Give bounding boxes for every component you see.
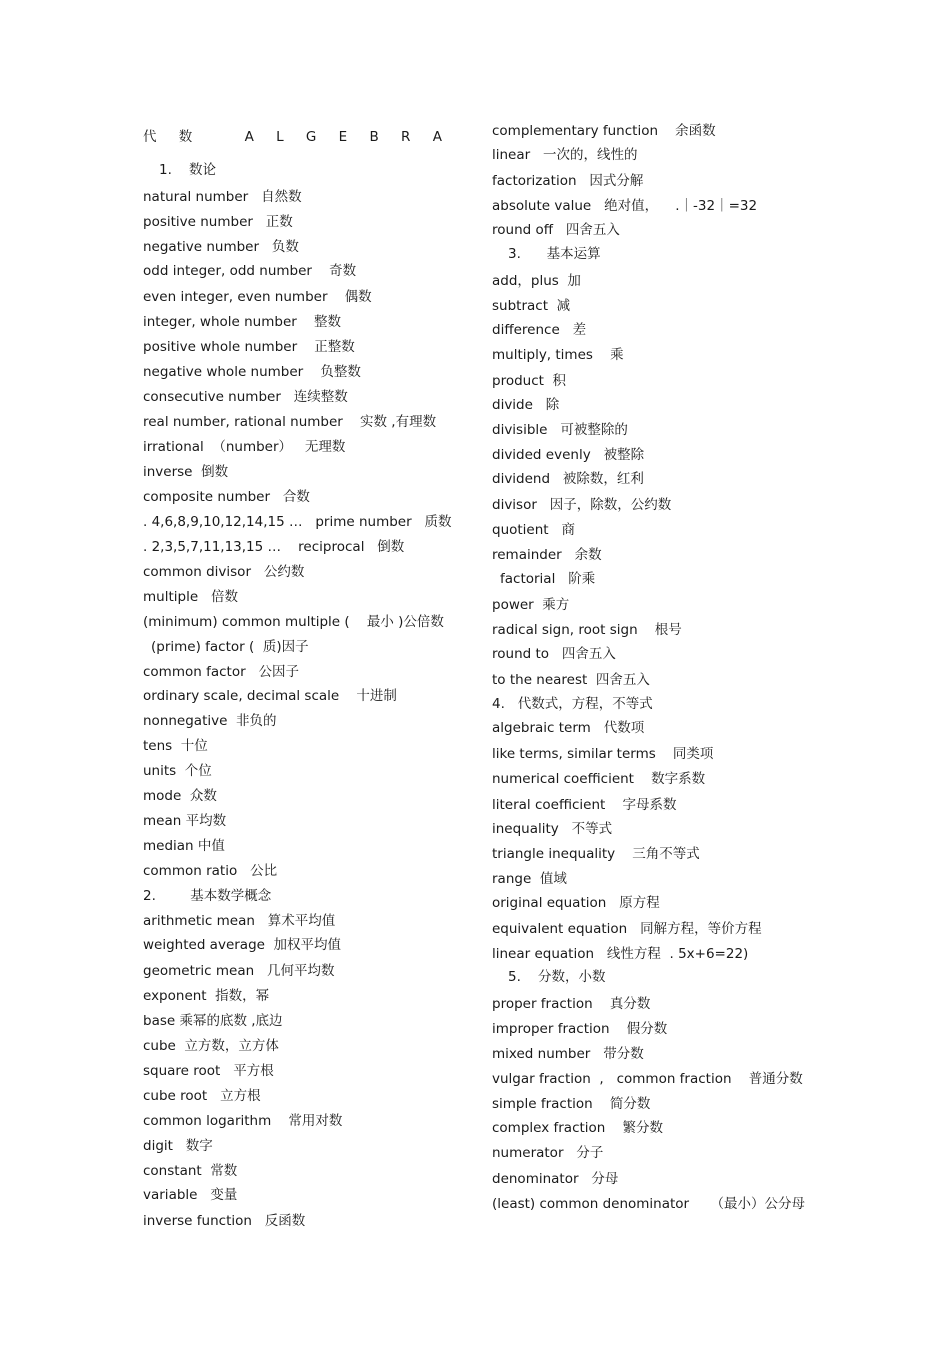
right-line: to the nearest 四舍五入	[492, 672, 650, 688]
right-line: linear 一次的，线性的	[492, 147, 638, 163]
left-line: common ratio 公比	[143, 863, 278, 879]
right-line: remainder 余数	[492, 547, 602, 563]
right-line: round off 四舍五入	[492, 222, 620, 238]
right-line: round to 四舍五入	[492, 646, 616, 662]
right-line: denominator 分母	[492, 1171, 619, 1187]
left-line: common logarithm 常用对数	[143, 1113, 343, 1129]
left-line: units 个位	[143, 763, 212, 779]
right-line: (least) common denominator （最小）公分母	[492, 1196, 806, 1212]
left-line: variable 变量	[143, 1187, 238, 1203]
left-line: positive whole number 正整数	[143, 339, 355, 355]
right-line: power 乘方	[492, 597, 570, 613]
right-line: subtract 减	[492, 298, 571, 314]
right-line: simple fraction 简分数	[492, 1096, 651, 1112]
left-line: mode 众数	[143, 788, 217, 804]
right-line: numerator 分子	[492, 1145, 604, 1161]
right-line: add，plus 加	[492, 273, 581, 289]
right-line: numerical coefficient 数字系数	[492, 771, 706, 787]
right-line: 4. 代数式，方程，不等式	[492, 696, 653, 712]
left-line: positive number 正数	[143, 214, 293, 230]
right-line: divide 除	[492, 397, 560, 413]
title-chinese: 代 数	[143, 129, 193, 145]
left-line: nonnegative 非负的	[143, 713, 277, 729]
left-line: cube 立方数，立方体	[143, 1038, 279, 1054]
left-line: mean 平均数	[143, 813, 227, 829]
left-line: multiple 倍数	[143, 589, 239, 605]
right-line: 3. 基本运算	[508, 246, 601, 262]
right-line: difference 差	[492, 322, 587, 338]
right-line: product 积	[492, 373, 567, 389]
right-line: triangle inequality 三角不等式	[492, 846, 700, 862]
left-line: inverse 倒数	[143, 464, 229, 480]
left-line: negative whole number 负整数	[143, 364, 361, 380]
right-line: complex fraction 繁分数	[492, 1120, 664, 1136]
right-line: like terms, similar terms 同类项	[492, 746, 714, 762]
left-line: common divisor 公约数	[143, 564, 305, 580]
right-line: algebraic term 代数项	[492, 720, 645, 736]
right-line: divisor 因子，除数，公约数	[492, 497, 672, 513]
left-line: square root 平方根	[143, 1063, 274, 1079]
left-line: constant 常数	[143, 1163, 238, 1179]
left-line: natural number 自然数	[143, 189, 302, 205]
left-line: tens 十位	[143, 738, 208, 754]
right-line: equivalent equation 同解方程，等价方程	[492, 921, 762, 937]
left-line: 2. 基本数学概念	[143, 888, 272, 904]
left-line: geometric mean 几何平均数	[143, 963, 335, 979]
right-line: mixed number 带分数	[492, 1046, 644, 1062]
page-title	[143, 128, 442, 146]
left-line: common factor 公因子	[143, 664, 300, 680]
left-line: . 4,6,8,9,10,12,14,15 … prime number 质数	[143, 514, 452, 530]
right-line: improper fraction 假分数	[492, 1021, 668, 1037]
right-line: multiply, times 乘	[492, 347, 624, 363]
right-line: 5. 分数，小数	[508, 969, 606, 985]
left-line: (prime) factor ( 质)因子	[151, 639, 309, 655]
left-line: digit 数字	[143, 1138, 213, 1154]
right-line: original equation 原方程	[492, 895, 660, 911]
right-line: dividend 被除数，红利	[492, 471, 644, 487]
left-line: ordinary scale, decimal scale 十进制	[143, 688, 397, 704]
left-line: odd integer, odd number 奇数	[143, 263, 357, 279]
right-line: divided evenly 被整除	[492, 447, 645, 463]
left-line: . 2,3,5,7,11,13,15 … reciprocal 倒数	[143, 539, 405, 555]
left-line: negative number 负数	[143, 239, 299, 255]
right-line: absolute value 绝对值， .｜-32｜=32	[492, 198, 758, 214]
right-line: proper fraction 真分数	[492, 996, 651, 1012]
left-line: integer, whole number 整数	[143, 314, 341, 330]
right-line: vulgar fraction , common fraction 普通分数	[492, 1071, 803, 1087]
right-line: inequality 不等式	[492, 821, 613, 837]
right-line: quotient 商	[492, 522, 575, 538]
right-line: complementary function 余函数	[492, 123, 716, 139]
right-line: divisible 可被整除的	[492, 422, 628, 438]
title-english: A L G E B R A	[244, 129, 442, 145]
left-line: real number, rational number 实数 ,有理数	[143, 414, 437, 430]
left-line: base 乘幂的底数 ,底边	[143, 1013, 283, 1029]
right-line: linear equation 线性方程 . 5x+6=22)	[492, 946, 749, 962]
left-line: inverse function 反函数	[143, 1213, 306, 1229]
left-line: composite number 合数	[143, 489, 310, 505]
left-line: median 中值	[143, 838, 225, 854]
left-line: cube root 立方根	[143, 1088, 261, 1104]
left-line: even integer, even number 偶数	[143, 289, 372, 305]
left-line: irrational （number） 无理数	[143, 439, 346, 455]
right-line: range 值域	[492, 871, 567, 887]
right-line: literal coefficient 字母系数	[492, 797, 677, 813]
left-line: 1. 数论	[159, 162, 217, 178]
left-line: consecutive number 连续整数	[143, 389, 348, 405]
left-line: weighted average 加权平均值	[143, 937, 342, 953]
right-line: radical sign, root sign 根号	[492, 622, 682, 638]
left-line: exponent 指数，幂	[143, 988, 270, 1004]
right-line: factorial 阶乘	[500, 571, 596, 587]
left-line: arithmetic mean 算术平均值	[143, 913, 336, 929]
left-line: (minimum) common multiple ( 最小 )公倍数	[143, 614, 444, 630]
right-line: factorization 因式分解	[492, 173, 644, 189]
